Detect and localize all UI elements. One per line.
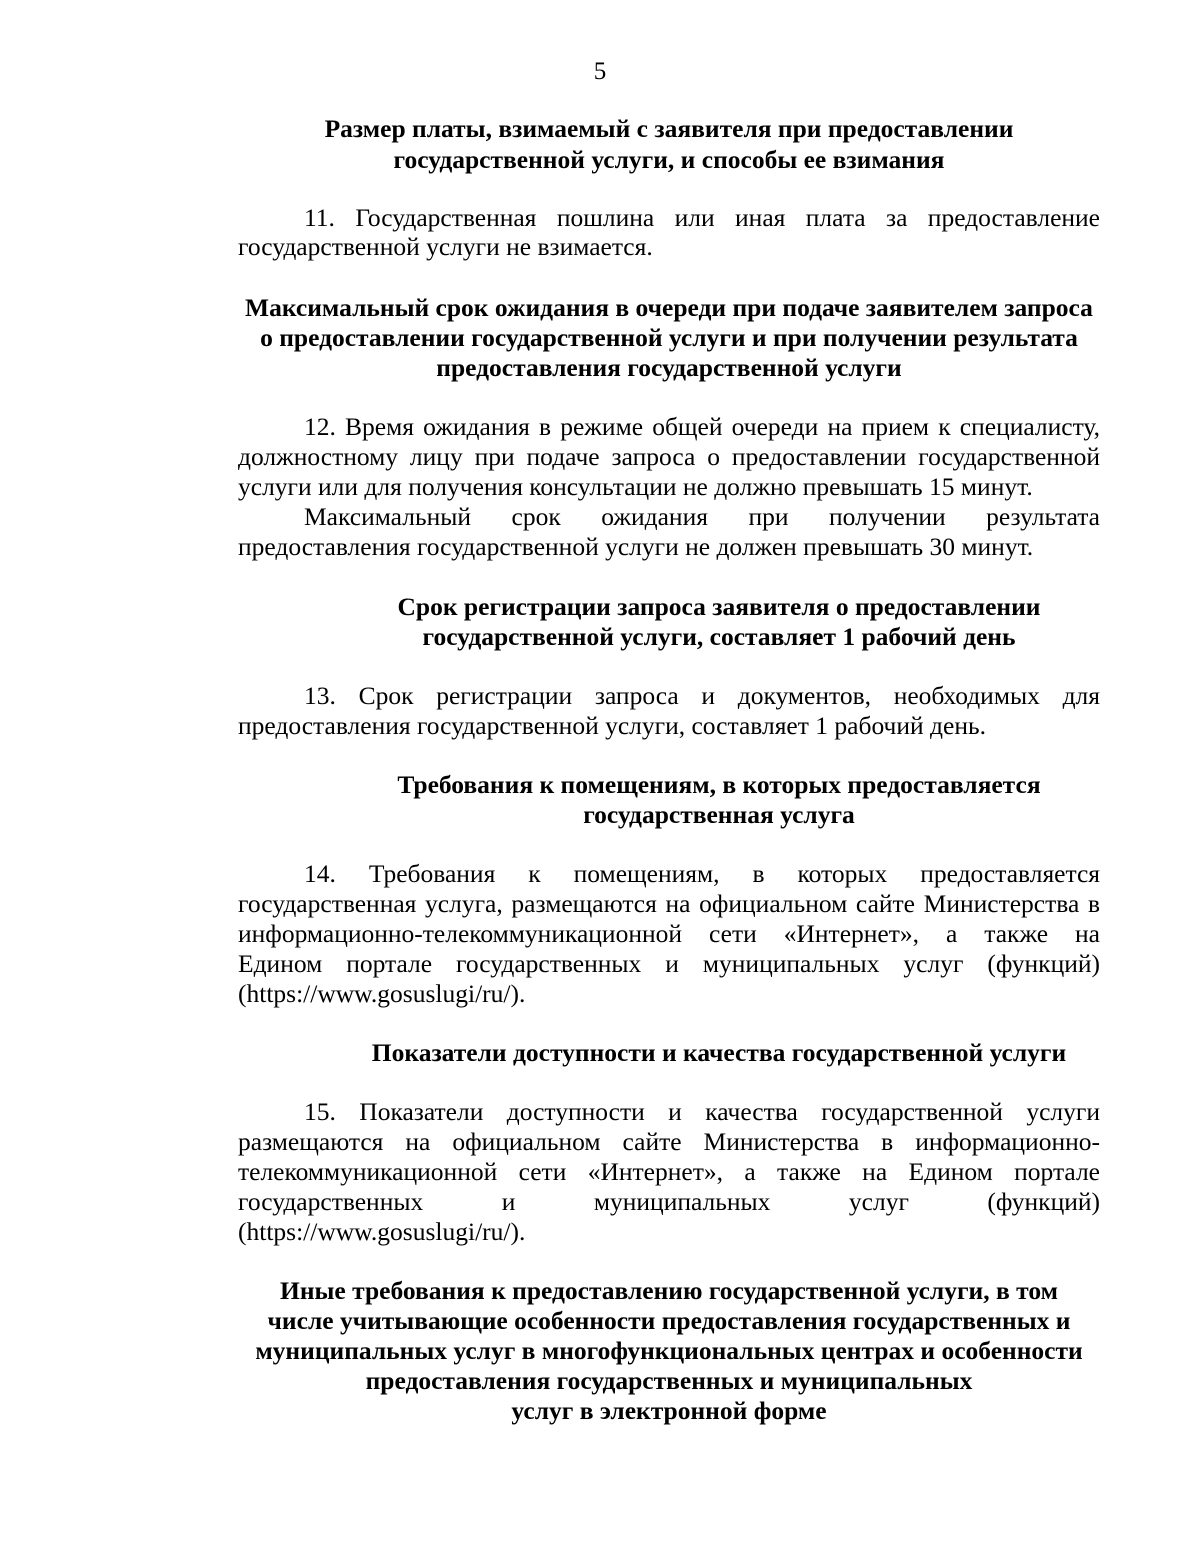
paragraph-line: размещаются на официальном сайте Министерства в информационно- (238, 1127, 1100, 1156)
paragraph-line: Едином портале государственных и муниципальных услуг (функций) (238, 949, 1100, 978)
section-heading-payment-1: Размер платы, взимаемый с заявителя при предоставлении (324, 114, 1014, 143)
paragraph-line: (https://www.gosuslugi/ru/). (238, 1217, 526, 1246)
section-heading-other-1: Иные требования к предоставлению государственной услуги, в том (280, 1276, 1058, 1305)
paragraph-line: предоставления государственной услуги, составляет 1 рабочий день. (238, 711, 986, 740)
section-heading-premises-2: государственная услуга (583, 800, 855, 829)
paragraph-line: должностному лицу при подаче запроса о предоставлении государственной (238, 442, 1100, 471)
paragraph-line: предоставления государственной услуги не должен превышать 30 минут. (238, 532, 1034, 561)
paragraph-line: 11. Государственная пошлина или иная плата за предоставление (304, 203, 1100, 232)
section-heading-queue-1: Максимальный срок ожидания в очереди при подаче заявителем запроса (245, 293, 1093, 322)
paragraph-line: государственных и муниципальных услуг (функций) (238, 1187, 1100, 1216)
section-heading-quality: Показатели доступности и качества государственной услуги (371, 1038, 1067, 1067)
section-heading-payment-2: государственной услуги, и способы ее взимания (393, 145, 945, 174)
section-heading-queue-2: о предоставлении государственной услуги и при получении результата (260, 323, 1078, 352)
section-heading-queue-3: предоставления государственной услуги (436, 353, 902, 382)
section-heading-other-3: муниципальных услуг в многофункциональных центрах и особенности (255, 1336, 1083, 1365)
paragraph-line: 14. Требования к помещениям, в которых предоставляется (304, 859, 1100, 888)
section-heading-registration-1: Срок регистрации запроса заявителя о предоставлении (397, 592, 1041, 621)
paragraph-line: 12. Время ожидания в режиме общей очереди на прием к специалисту, (304, 412, 1100, 441)
paragraph-line: Максимальный срок ожидания при получении результата (304, 502, 1100, 531)
paragraph-line: 15. Показатели доступности и качества государственной услуги (304, 1097, 1100, 1126)
section-heading-other-5: услуг в электронной форме (511, 1396, 827, 1425)
section-heading-registration-2: государственной услуги, составляет 1 рабочий день (422, 622, 1016, 651)
page-number: 5 (593, 58, 607, 85)
paragraph-line: телекоммуникационной сети «Интернет», а также на Едином портале (238, 1157, 1100, 1186)
paragraph-line: государственной услуги не взимается. (238, 232, 653, 261)
paragraph-line: услуги или для получения консультации не должно превышать 15 минут. (238, 472, 1033, 501)
paragraph-line: государственная услуга, размещаются на официальном сайте Министерства в (238, 889, 1100, 918)
section-heading-other-2: числе учитывающие особенности предоставления государственных и (267, 1306, 1071, 1335)
paragraph-line: 13. Срок регистрации запроса и документов, необходимых для (304, 681, 1100, 710)
section-heading-other-4: предоставления государственных и муниципальных (365, 1366, 973, 1395)
paragraph-line: информационно-телекоммуникационной сети «Интернет», а также на (238, 919, 1100, 948)
paragraph-line: (https://www.gosuslugi/ru/). (238, 979, 526, 1008)
section-heading-premises-1: Требования к помещениям, в которых предоставляется (397, 770, 1041, 799)
